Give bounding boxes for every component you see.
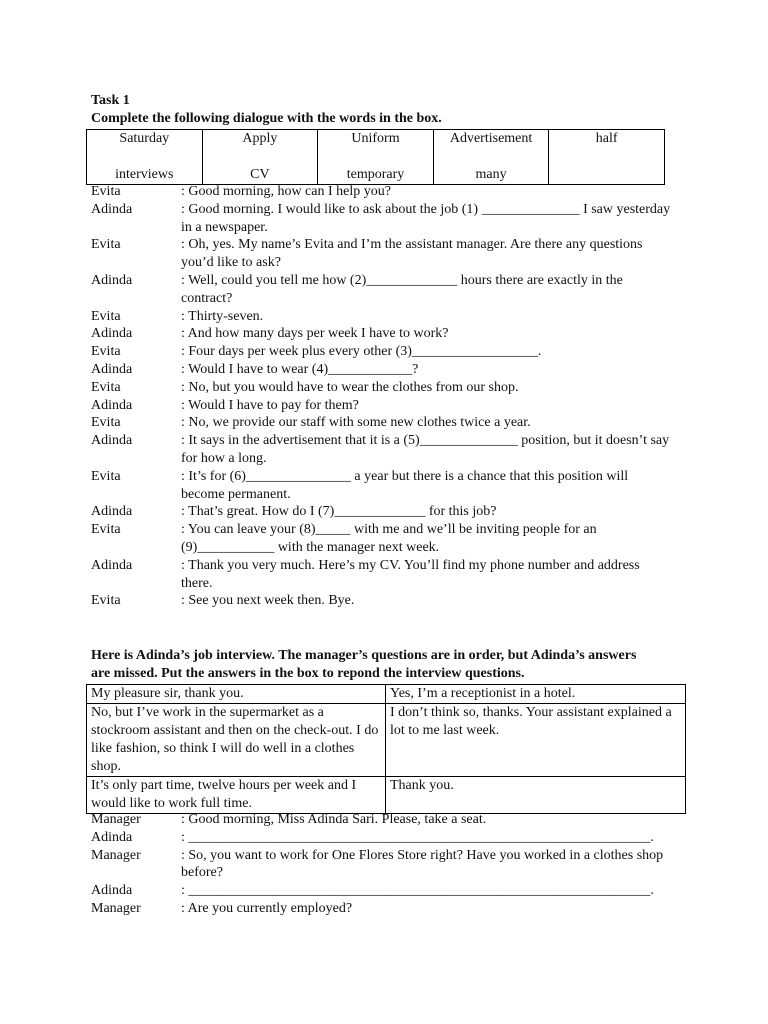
dialogue-line <box>91 325 691 343</box>
dialogue-line <box>91 432 691 468</box>
speaker: Adinda <box>91 557 133 573</box>
dialogue-line <box>91 414 691 432</box>
speaker: Manager <box>91 847 141 863</box>
dialogue-line <box>91 397 691 415</box>
word: temporary <box>346 167 405 182</box>
speaker: Evita <box>91 237 121 253</box>
line-text: : So, you want to work for One Flores Store right? Have you worked in a clothes shop before? <box>181 847 664 881</box>
dialogue-line <box>91 361 691 379</box>
speaker: Evita <box>91 468 121 484</box>
answer-box <box>86 684 686 814</box>
line-text: : __________________________________________________________________. <box>181 883 654 899</box>
dialogue-line <box>91 847 691 883</box>
speaker: Adinda <box>91 504 133 520</box>
line-text: : Thank you very much. Here’s my CV. You’ll find my phone number and address there. <box>181 557 640 591</box>
speaker: Adinda <box>91 272 133 288</box>
word: half <box>595 131 618 146</box>
speaker: Adinda <box>91 326 133 342</box>
word-box-cell <box>433 130 549 185</box>
answer-cell: No, but I’ve work in the supermarket as a stockroom assistant and then on the check-out. I do like fashion, so think I will do well in a clothes shop. <box>87 704 386 777</box>
speaker: Evita <box>91 379 121 395</box>
word-box <box>86 129 665 185</box>
speaker: Adinda <box>91 829 133 845</box>
speaker: Evita <box>91 344 121 360</box>
speaker: Evita <box>91 593 121 609</box>
line-text: : See you next week then. Bye. <box>181 593 355 609</box>
dialogue-line <box>91 521 691 557</box>
word: Apply <box>242 131 278 146</box>
word-box-cell <box>87 130 203 185</box>
line-text: : You can leave your (8)_____ with me and we’ll be inviting people for an (9)___________ with the manager next week. <box>181 522 597 555</box>
speaker: Adinda <box>91 201 133 217</box>
line-text: : Thirty-seven. <box>181 308 264 324</box>
speaker: Manager <box>91 900 141 916</box>
dialogue-line <box>91 236 691 272</box>
line-text: : It says in the advertisement that it is a (5)______________ position, but it doesn’t say for how a long. <box>181 433 670 466</box>
line-text: : Good morning, Miss Adinda Sari. Please, take a seat. <box>181 812 487 827</box>
dialogue-line <box>91 557 691 593</box>
dialogue-line <box>91 183 691 201</box>
word-box-cell <box>202 130 318 185</box>
speaker: Evita <box>91 308 121 324</box>
word: interviews <box>115 167 174 182</box>
dialogue-2 <box>91 811 691 918</box>
speaker: Adinda <box>91 433 133 449</box>
line-text: : Good morning, how can I help you? <box>181 184 391 199</box>
speaker: Adinda <box>91 883 133 899</box>
dialogue-line <box>91 343 691 361</box>
line-text: : It’s for (6)_______________ a year but there is a chance that this position will become permanent. <box>181 468 629 502</box>
word-box-cell <box>549 130 665 185</box>
line-text: : Good morning. I would like to ask about the job (1) ______________ I saw yesterday in a newspaper. <box>181 201 671 235</box>
line-text: : Oh, yes. My name’s Evita and I’m the assistant manager. Are there any questions you’d like to ask? <box>181 237 643 271</box>
word: Uniform <box>351 131 400 146</box>
line-text: : Are you currently employed? <box>181 900 353 916</box>
line-text: : Would I have to pay for them? <box>181 397 359 413</box>
line-text: : And how many days per week I have to work? <box>181 326 449 342</box>
speaker: Evita <box>91 184 121 199</box>
speaker: Manager <box>91 812 141 827</box>
dialogue-line <box>91 272 691 308</box>
line-text: : Would I have to wear (4)____________? <box>181 361 419 377</box>
answer-cell: I don’t think so, thanks. Your assistant explained a lot to me last week. <box>386 704 686 777</box>
line-text: : __________________________________________________________________. <box>181 829 654 845</box>
dialogue-line <box>91 503 691 521</box>
speaker: Evita <box>91 415 121 431</box>
section-2-instruction: Here is Adinda’s job interview. The manager’s questions are in order, but Adinda’s answers are missed. Put the answers in the box to repond the interview questions. <box>91 648 637 681</box>
word: Saturday <box>119 131 170 146</box>
answer-cell: Yes, I’m a receptionist in a hotel. <box>386 685 686 704</box>
line-text: : No, we provide our staff with some new clothes twice a year. <box>181 415 531 431</box>
line-text: : No, but you would have to wear the clothes from our shop. <box>181 379 519 395</box>
dialogue-line <box>91 829 691 847</box>
answer-cell: Thank you. <box>386 777 686 814</box>
answer-cell: My pleasure sir, thank you. <box>87 685 386 704</box>
line-text: : Four days per week plus every other (3)__________________. <box>181 344 542 360</box>
task-instruction: Complete the following dialogue with the words in the box. <box>91 111 442 126</box>
dialogue-line <box>91 379 691 397</box>
dialogue-line <box>91 468 691 504</box>
dialogue-1 <box>91 183 691 610</box>
line-text: : Well, could you tell me how (2)_____________ hours there are exactly in the contract? <box>181 272 623 306</box>
word: CV <box>250 167 270 182</box>
dialogue-line <box>91 882 691 900</box>
dialogue-line <box>91 811 691 829</box>
dialogue-line <box>91 308 691 326</box>
dialogue-line <box>91 900 691 918</box>
speaker: Evita <box>91 522 121 538</box>
word: Advertisement <box>449 131 533 146</box>
speaker: Adinda <box>91 397 133 413</box>
line-text: : That’s great. How do I (7)_____________ for this job? <box>181 504 497 520</box>
task-title: Task 1 <box>91 93 130 108</box>
answer-cell: It’s only part time, twelve hours per week and I would like to work full time. <box>87 777 386 814</box>
dialogue-line <box>91 592 691 610</box>
word: many <box>475 167 507 182</box>
speaker: Adinda <box>91 361 133 377</box>
word-box-cell <box>318 130 434 185</box>
dialogue-line <box>91 201 691 237</box>
